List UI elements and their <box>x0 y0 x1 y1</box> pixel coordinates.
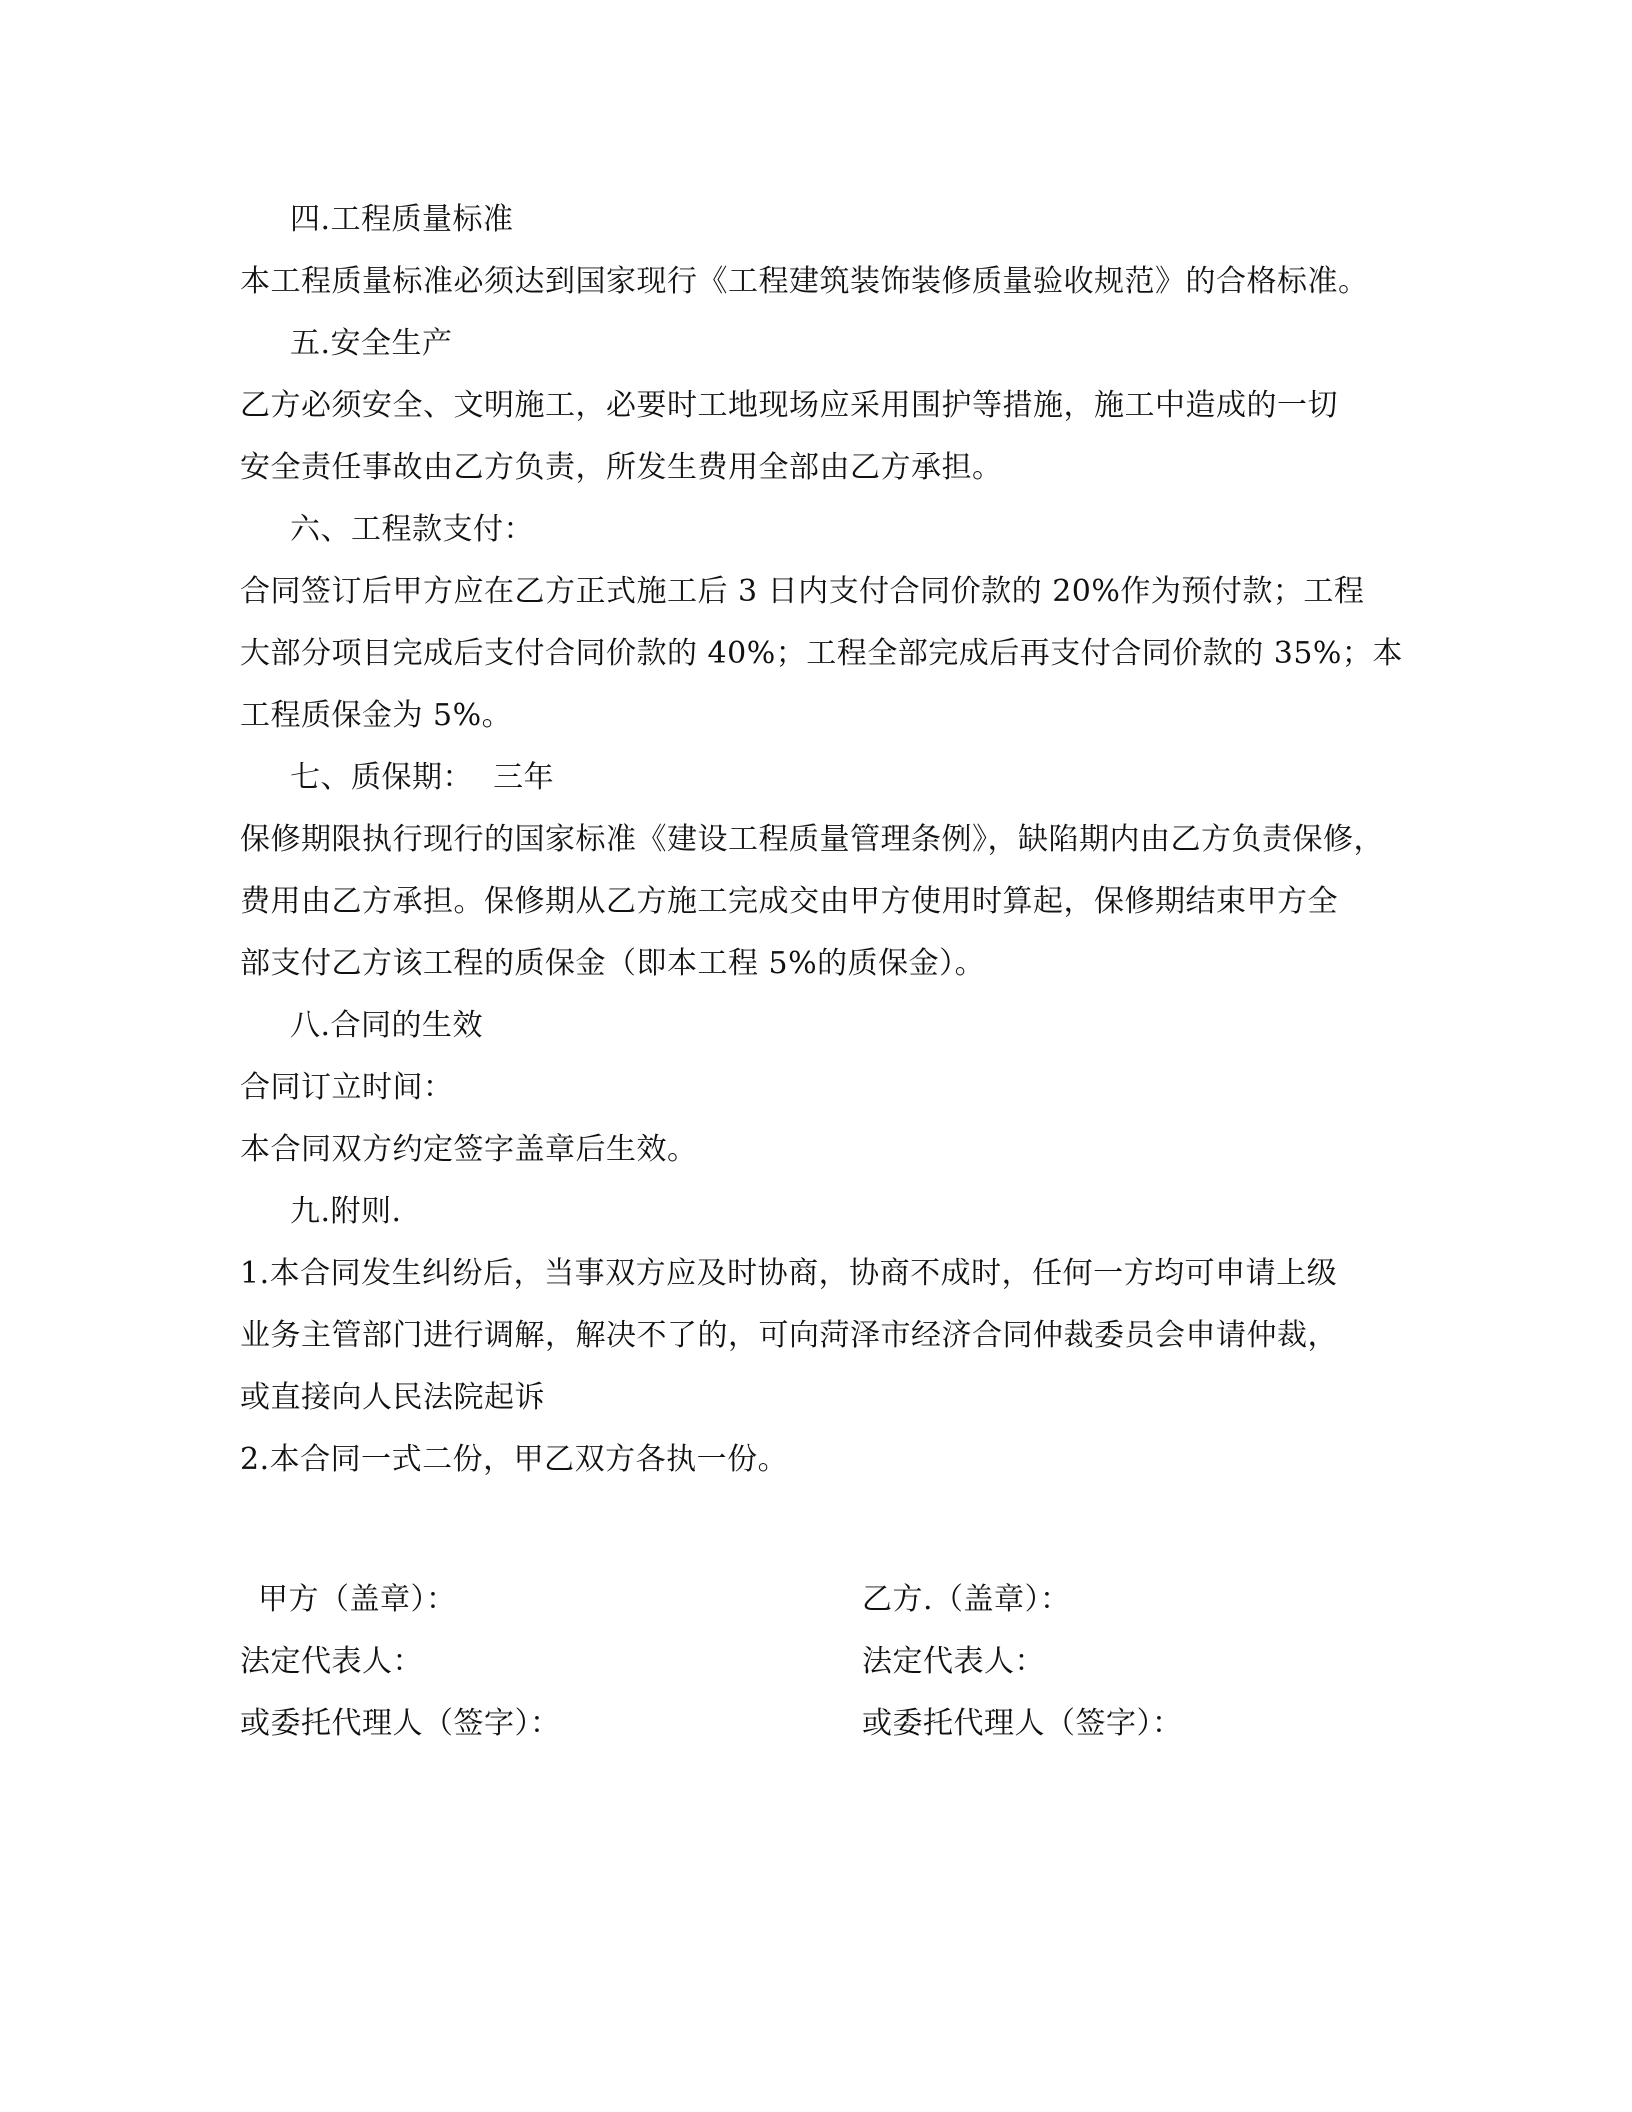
section-7-line-2: 费用由乙方承担。保修期从乙方施工完成交由甲方使用时算起，保修期结束甲方全 <box>240 884 1338 919</box>
section-9-line-4: 2.本合同一式二份，甲乙双方各执一份。 <box>240 1442 789 1477</box>
section-6-line-2: 大部分项目完成后支付合同价款的 40%；工程全部完成后再支付合同价款的 35%；本 <box>240 636 1403 671</box>
section-7-line-3: 部支付乙方该工程的质保金（即本工程 5%的质保金）。 <box>240 946 986 981</box>
section-4-heading: 四.工程质量标准 <box>290 202 514 237</box>
section-5-heading: 五.安全生产 <box>290 326 453 361</box>
party-a-agent: 或委托代理人（签字）： <box>240 1706 561 1741</box>
party-b-seal: 乙方.（盖章）： <box>862 1582 1071 1617</box>
section-5-line-2: 安全责任事故由乙方负责，所发生费用全部由乙方承担。 <box>240 450 1003 485</box>
section-8-line-1: 合同订立时间： <box>240 1070 454 1105</box>
section-7-heading: 七、质保期： 三年 <box>290 760 555 795</box>
spacer <box>240 1491 1390 1569</box>
section-9-heading: 九.附则. <box>290 1194 402 1229</box>
section-7-line-1: 保修期限执行现行的国家标准《建设工程质量管理条例》，缺陷期内由乙方负责保修， <box>240 822 1384 857</box>
section-8-heading: 八.合同的生效 <box>290 1008 484 1043</box>
party-b-rep: 法定代表人： <box>862 1644 1045 1679</box>
section-4-line-1: 本工程质量标准必须达到国家现行《工程建筑装饰装修质量验收规范》的合格标准。 <box>240 264 1369 299</box>
section-6-heading: 六、工程款支付： <box>290 512 534 547</box>
section-9-line-3: 或直接向人民法院起诉 <box>240 1380 545 1415</box>
party-a-seal: 甲方（盖章）： <box>258 1582 457 1617</box>
signature-row-seal <box>240 1569 1390 1631</box>
section-9-line-1: 1.本合同发生纠纷后，当事双方应及时协商，协商不成时，任何一方均可申请上级 <box>240 1256 1338 1291</box>
signature-row-agent <box>240 1693 1390 1755</box>
signature-row-rep <box>240 1631 1390 1693</box>
section-9-line-2: 业务主管部门进行调解，解决不了的，可向菏泽市经济合同仲裁委员会申请仲裁， <box>240 1318 1338 1353</box>
section-6-line-3: 工程质保金为 5%。 <box>240 698 513 733</box>
party-a-rep: 法定代表人： <box>240 1644 423 1679</box>
section-6-line-1: 合同签订后甲方应在乙方正式施工后 3 日内支付合同价款的 20%作为预付款；工程 <box>240 574 1365 609</box>
party-b-agent: 或委托代理人（签字）： <box>862 1706 1183 1741</box>
section-5-line-1: 乙方必须安全、文明施工，必要时工地现场应采用围护等措施，施工中造成的一切 <box>240 388 1338 423</box>
section-8-line-2: 本合同双方约定签字盖章后生效。 <box>240 1132 698 1167</box>
contract-page <box>240 189 1403 1755</box>
